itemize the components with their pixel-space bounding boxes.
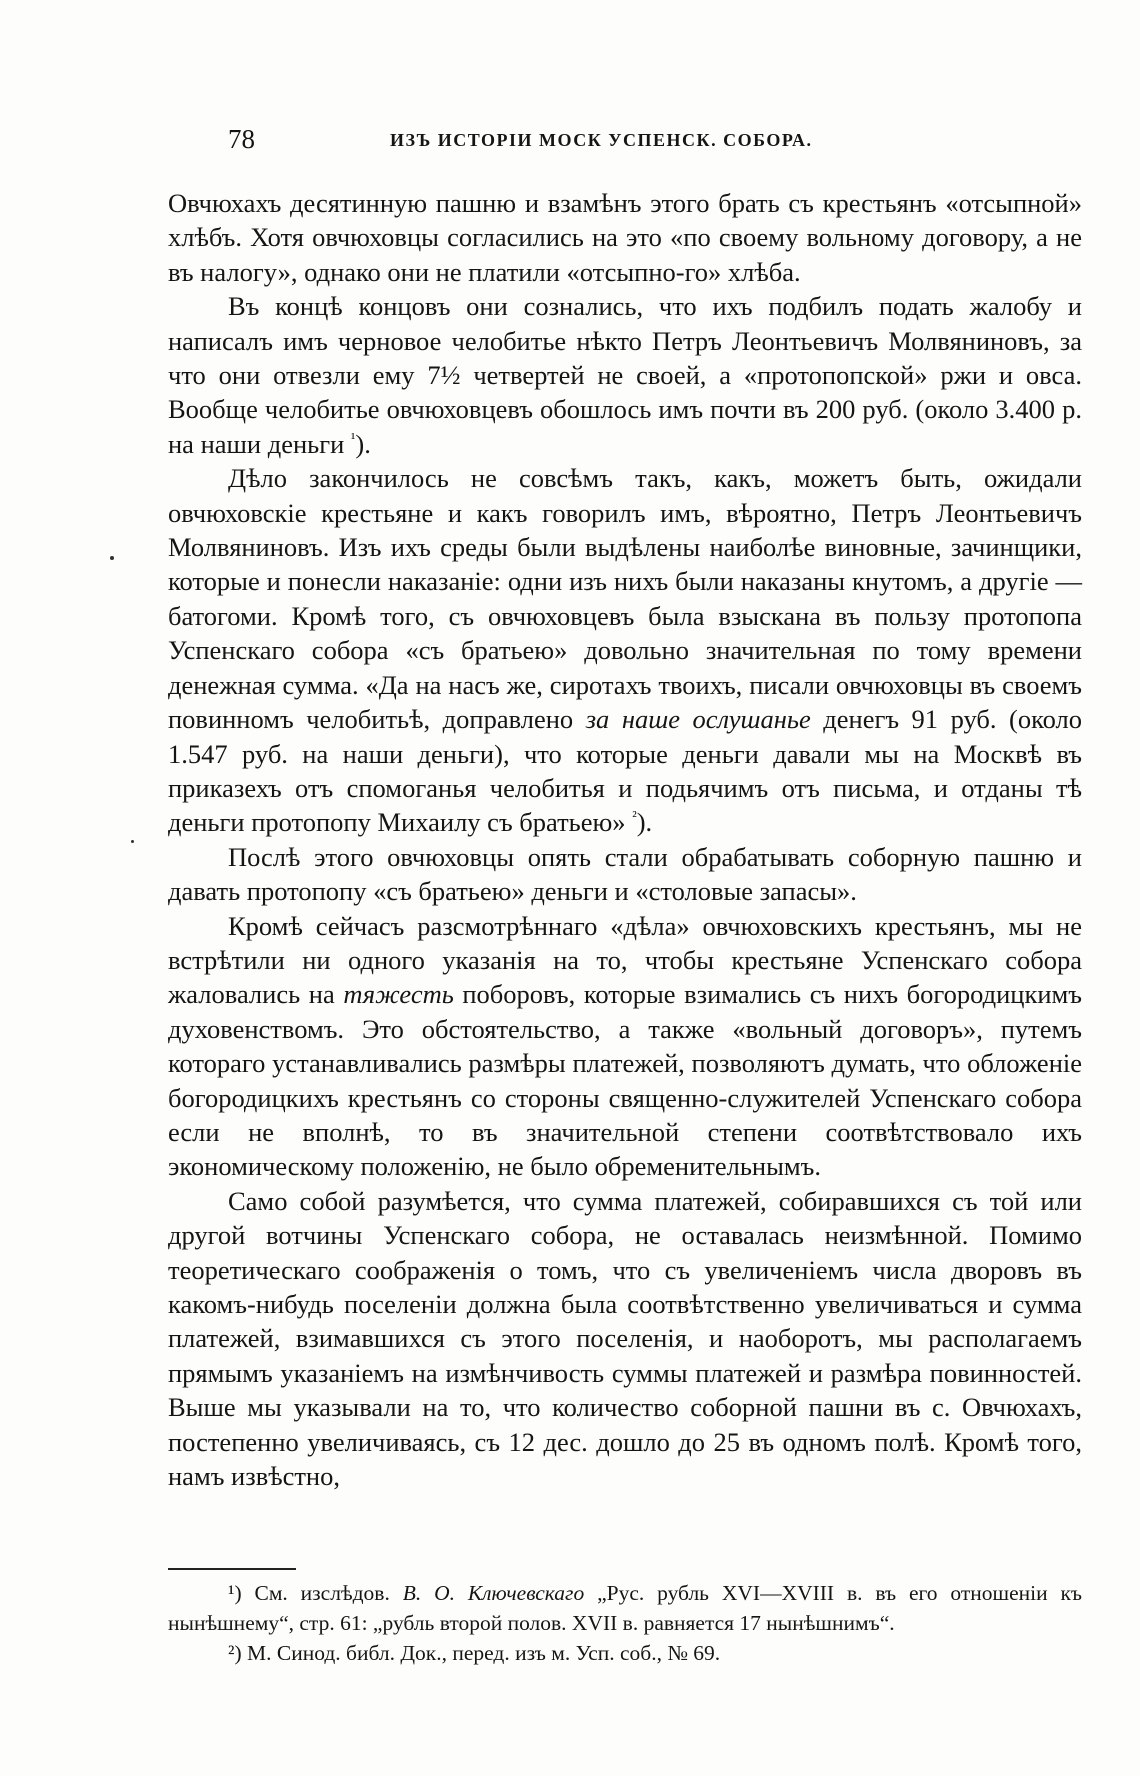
paragraph: Само собой разумѣется, что сумма платежей, собиравшихся съ той или другой вотчины Успенскаго собора, не оставалась неизмѣнной. Помимо теоретическаго соображенія о томъ, что съ увеличеніемъ числа дворовъ въ какомъ-нибудь поселеніи должна была соотвѣтственно увеличиваться и сумма платежей, взимавшихся съ этого поселенія, и наоборотъ, мы располагаемъ прямымъ указаніемъ на измѣнчивость суммы платежей и размѣра повинностей. Выше мы указывали на то, что количество соборной пашни въ с. Овчюхахъ, постепенно увеличиваясь, съ 12 дес. дошло до 25 въ одномъ полѣ. Кромѣ того, намъ извѣстно, <box>168 1185 1082 1492</box>
footnote-divider <box>168 1568 296 1570</box>
page-header <box>228 124 988 164</box>
print-speck <box>131 840 134 843</box>
italic-phrase: за наше ослушанье <box>585 704 811 735</box>
footnote-mark: ¹) <box>228 1581 242 1605</box>
running-title: ИЗЪ ИСТОРІИ МОСК УСПЕНСК. СОБОРА. <box>390 130 813 150</box>
body-text <box>168 186 1082 1493</box>
italic-phrase: В. О. Ключевскаго <box>402 1581 585 1605</box>
footnote-mark: ²) <box>228 1641 242 1665</box>
paragraph: Послѣ этого овчюховцы опять стали обрабатывать соборную пашню и давать протопопу «съ братьею» деньги и «столовые запасы». <box>168 841 1082 907</box>
footnote-ref[interactable]: ¹ <box>350 431 356 448</box>
paragraph: Овчюхахъ десятинную пашню и взамѣнъ этого брать съ крестьянъ «отсыпной» хлѣбъ. Хотя овчюховцы согласились на это «по своему вольному договору, а не въ налогу», однако они не платили «отсыпно-го» хлѣба. <box>168 188 1082 287</box>
paragraph: Дѣло закончилось не совсѣмъ такъ, какъ, можетъ быть, ожидали овчюховскіе крестьяне и какъ говорилъ имъ, вѣроятно, Петръ Леонтьевичъ Молвяниновъ. Изъ ихъ среды были выдѣлены наиболѣе виновные, зачинщики, которые и понесли наказаніе: одни изъ нихъ были наказаны кнутомъ, а другіе — батогоми. Кромѣ того, съ овчюховцевъ была взыскана въ пользу протопопа Успенскаго собора «съ братьею» довольно значительная по тому времени денежная сумма. «Да на насъ же, сиротахъ твоихъ, писали овчюховцы въ своемъ повинномъ челобитьѣ, доправлено за наше ослушанье денегъ 91 руб. (около 1.547 руб. на наши деньги), что которые деньги давали мы на Москвѣ въ приказехъ отъ спомоганья челобитья и подьячимъ отъ письма, и отданы тѣ деньги протопопу Михаилу съ братьею» $^{^2}$). <box>168 463 1082 838</box>
footnote-ref[interactable]: ² <box>632 809 637 826</box>
footnotes <box>168 1578 1082 1668</box>
paragraph: Кромѣ сейчасъ разсмотрѣннаго «дѣла» овчюховскихъ крестьянъ, мы не встрѣтили ни одного указанія на то, чтобы крестьяне Успенскаго собора жаловались на тяжесть поборовъ, которые взимались съ нихъ богородицкимъ духовенствомъ. Это обстоятельство, а также «вольный договоръ», путемъ котораго устанавливались размѣры платежей, позволяютъ думать, что обложеніе богородицкихъ крестьянъ со стороны священно-служителей Успенскаго собора если не вполнѣ, то въ значительной степени соотвѣтствовало ихъ экономическому положенію, не было обременительнымъ. <box>168 910 1082 1182</box>
footnote: ¹) См. изслѣдов. В. О. Ключевскаго „Рус. рубль XVI—XVIII в. въ его отношеніи къ нынѣшнему“, стр. 61: „рубль второй полов. XVII в. равняется 17 нынѣшнимъ“. <box>168 1581 1083 1635</box>
italic-phrase: тяжесть <box>343 979 454 1010</box>
page-number: 78 <box>228 124 255 154</box>
footnote: ²) М. Синод. библ. Док., перед. изъ м. Усп. соб., № 69. <box>228 1641 721 1665</box>
print-speck <box>110 556 114 560</box>
paragraph: Въ концѣ концовъ они сознались, что ихъ подбилъ подать жалобу и написалъ имъ черновое челобитье нѣкто Петръ Леонтьевичъ Молвяниновъ, за что они отвезли ему 7½ четвертей не своей, а «протопопской» ржи и овса. Вообще челобитье овчюховцевъ обошлось имъ почти въ 200 руб. (около 3.400 р. на наши деньги $^{^1}$). <box>168 291 1082 459</box>
